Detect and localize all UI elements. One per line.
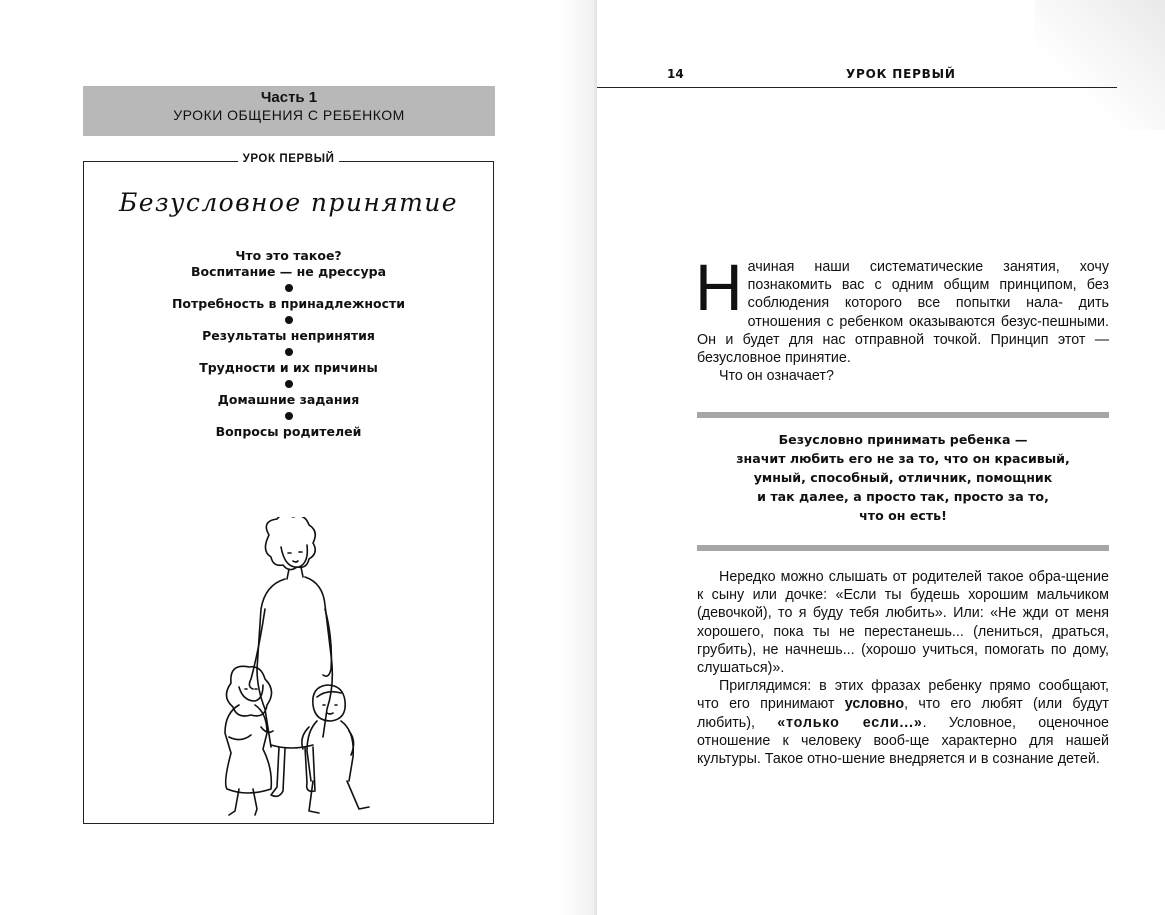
contents-item: Результаты непринятия <box>202 328 375 343</box>
callout-line: что он есть! <box>859 508 947 523</box>
paragraph-text: . Условное, оценочное отношение к человеку вооб-ще характерно для нашей культуры. Такое отно-шение внедряется и в сознание детей. <box>697 714 1109 768</box>
running-title: УРОК ПЕРВЫЙ <box>846 67 956 81</box>
callout-line: Безусловно принимать ребенка — <box>778 432 1028 447</box>
contents-item: Вопросы родителей <box>215 424 362 439</box>
bullet-dot <box>285 380 293 388</box>
body-paragraph <box>697 677 1109 768</box>
intro-line: познакомить вас с одним общим принципом, <box>747 277 1087 294</box>
intro-line: без соблюдения которого все попытки нала- <box>747 277 1109 312</box>
callout-rule-top <box>697 412 1109 418</box>
callout-line: значит любить его не за то, что он красивый, <box>736 451 1070 466</box>
emphasis-only-if: «только если...» <box>777 714 923 731</box>
intro-question: Что он означает? <box>719 368 834 385</box>
callout-line: умный, способный, отличник, помощник <box>753 470 1053 485</box>
callout-line: и так далее, а просто так, просто за то, <box>757 489 1049 504</box>
lesson-label: УРОК ПЕРВЫЙ <box>238 153 340 165</box>
part-banner <box>83 86 495 136</box>
bullet-dot <box>285 284 293 292</box>
running-head <box>597 67 1117 88</box>
part-title: Часть 1 <box>260 89 318 106</box>
part-subtitle: УРОКИ ОБЩЕНИЯ С РЕБЕНКОМ <box>173 107 405 123</box>
lesson-contents <box>84 248 493 440</box>
intro-rest: дить отношения с ребенком оказываются безус-пешными. Он и будет для нас отправной точкой. Принцип этот — безусловное принятие. <box>697 295 1109 367</box>
right-page <box>597 0 1165 915</box>
lesson-title: Безусловное принятие <box>119 188 458 217</box>
contents-item: Трудности и их причины <box>199 360 378 375</box>
paragraph-text: , что его любят (или будут любить), <box>697 696 1109 731</box>
bullet-dot <box>285 316 293 324</box>
intro-line: ачиная наши систематические занятия, хочу <box>747 259 1109 275</box>
bullet-dot <box>285 412 293 420</box>
contents-item: Домашние задания <box>217 392 360 407</box>
bullet-dot <box>285 348 293 356</box>
contents-item: Что это такое? <box>235 248 342 263</box>
emphasis-conditionally: условно <box>844 696 905 713</box>
lesson-box <box>83 153 494 824</box>
body-text <box>697 568 1109 768</box>
callout-quote <box>697 430 1109 525</box>
intro-paragraph <box>695 250 1109 385</box>
contents-item: Потребность в принадлежности <box>171 296 406 311</box>
drop-cap: Н <box>695 250 743 324</box>
contents-item: Воспитание — не дрессура <box>190 264 386 279</box>
body-paragraph: Нередко можно слышать от родителей такое обра-щение к сыну или дочке: «Если ты будешь хорошим мальчиком (девочкой), то я буду тебя любить». Или: «Не жди от меня хорошего, пока ты не перестанешь... (лениться, драться, грубить), не начнешь... (хорошо учиться, помогать по дому, слушаться)». <box>697 569 1109 677</box>
page-number: 14 <box>667 67 684 81</box>
paragraph-text: Приглядимся: в этих фразах ребенку прямо сообщают, что его принимают <box>697 678 1109 713</box>
mother-children-illustration <box>209 517 389 817</box>
callout-rule-bottom <box>697 545 1109 551</box>
page-corner-shadow <box>1035 0 1165 130</box>
